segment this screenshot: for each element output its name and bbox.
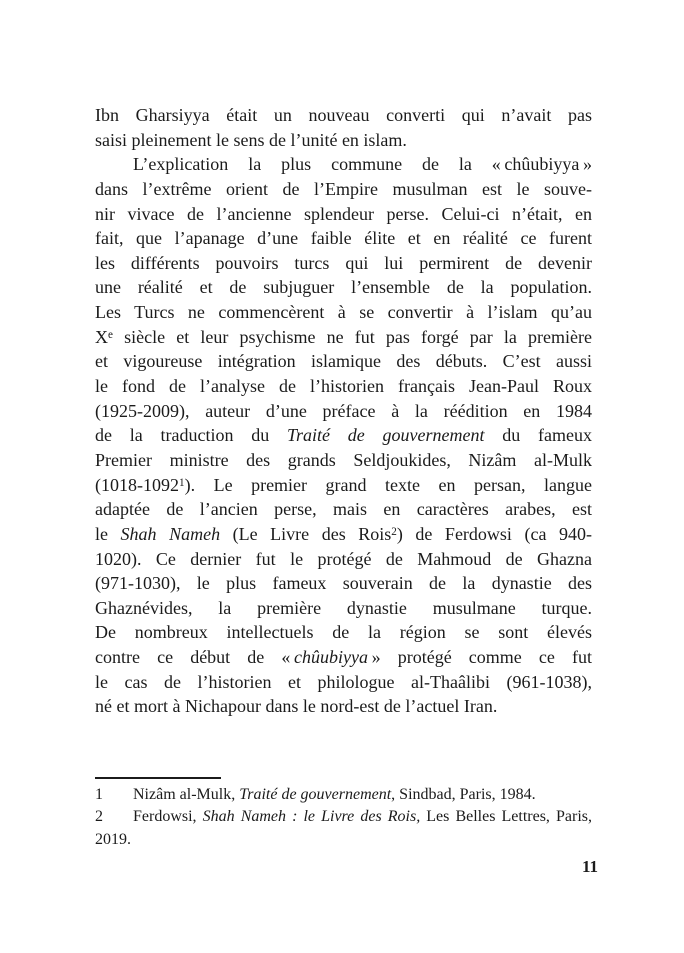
- text-segment: les différents pouvoirs turcs qui lui permirent de devenir: [95, 252, 592, 273]
- text-segment: X: [95, 326, 108, 347]
- text-segment: (971-1030), le plus fameux souverain de la dynastie des: [95, 573, 592, 594]
- text-segment: et vigoureuse intégration islamique des débuts. C’est aussi: [95, 351, 592, 372]
- text-segment: 2019.: [95, 830, 131, 848]
- text-line: [95, 473, 592, 498]
- text-line: [95, 103, 592, 128]
- text-segment: né et mort à Nichapour dans le nord-est de l’actuel Iran.: [95, 696, 498, 717]
- text-line: [95, 571, 592, 596]
- text-segment: (1018-1092: [95, 474, 179, 495]
- text-segment: le fond de l’analyse de l’historien français Jean-Paul Roux: [95, 376, 592, 397]
- text-segment: L’explication la plus commune de la « chûubiyya »: [133, 154, 592, 175]
- text-segment: adaptée de l’ancien perse, mais en caractères arabes, est: [95, 499, 592, 520]
- text-line: [95, 349, 592, 374]
- text-line: [95, 596, 592, 621]
- text-line: [95, 784, 592, 806]
- text-segment: Shah Nameh: [120, 523, 221, 544]
- footnotes: [95, 784, 592, 851]
- text-line: [95, 128, 592, 153]
- text-line: [95, 325, 592, 350]
- text-line: [95, 202, 592, 227]
- body-text: [95, 103, 592, 719]
- text-line: [95, 522, 592, 547]
- text-segment: ) de Ferdowsi (ca 940-: [396, 523, 592, 544]
- text-line: [95, 300, 592, 325]
- text-segment: une réalité et de subjuguer l’ensemble de la population.: [95, 277, 592, 298]
- text-segment: fait, que l’apanage d’une faible élite et en réalité ce furent: [95, 228, 592, 249]
- text-segment: 1: [179, 476, 185, 489]
- text-line: [95, 423, 592, 448]
- text-line: [95, 670, 592, 695]
- text-segment: nir vivace de l’ancienne splendeur perse. Celui-ci n’était, en: [95, 203, 592, 224]
- text-segment: 1020). Ce dernier fut le protégé de Mahmoud de Ghazna: [95, 548, 592, 569]
- text-segment: 2: [95, 808, 103, 826]
- text-segment: Ferdowsi,: [133, 808, 203, 826]
- text-segment: Les Belles Lettres, Paris,: [420, 808, 592, 826]
- text-segment: Ghaznévides, la première dynastie musulmane turque.: [95, 597, 592, 618]
- text-line: [95, 177, 592, 202]
- text-segment: saisi pleinement le sens de l’unité en islam.: [95, 129, 407, 150]
- text-segment: le: [95, 523, 121, 544]
- text-segment: » protégé comme ce fut: [367, 647, 592, 668]
- text-line: [95, 497, 592, 522]
- text-segment: 2: [391, 525, 397, 538]
- text-segment: Ibn Gharsiyya était un nouveau converti qui n’avait pas: [95, 105, 592, 125]
- text-segment: le cas de l’historien et philologue al-Thaâlibi (961-1038),: [95, 671, 592, 692]
- text-segment: Premier ministre des grands Seldjoukides, Nizâm al-Mulk: [95, 449, 592, 470]
- text-segment: (1925-2009), auteur d’une préface à la réédition en 1984: [95, 400, 592, 421]
- text-line: [95, 152, 592, 177]
- text-segment: chûubiyya: [294, 647, 368, 668]
- text-segment: Nizâm al-Mulk,: [133, 786, 240, 803]
- text-line: [95, 448, 592, 473]
- text-segment: ). Le premier grand texte en persan, langue: [184, 474, 592, 495]
- text-segment: Shah Nameh : le Livre des Rois,: [202, 808, 421, 826]
- text-line: [95, 829, 592, 851]
- text-line: [95, 374, 592, 399]
- text-line: [95, 547, 592, 572]
- text-segment: de la traduction du: [95, 425, 287, 446]
- text-line: [95, 251, 592, 276]
- page-number: 11: [581, 857, 598, 876]
- footnote-separator: [95, 777, 221, 779]
- text-segment: , Sindbad, Paris, 1984.: [391, 786, 536, 803]
- text-line: [95, 226, 592, 251]
- text-line: [95, 806, 592, 828]
- text-segment: Les Turcs ne commencèrent à se convertir à l’islam qu’au: [95, 302, 592, 323]
- text-segment: Traité de gouvernement: [287, 425, 485, 446]
- text-segment: (Le Livre des Rois: [220, 523, 392, 544]
- text-line: [95, 694, 592, 719]
- text-segment: siècle et leur psychisme ne fut pas forgé par la première: [112, 326, 592, 347]
- text-segment: contre ce début de «: [95, 647, 295, 668]
- text-segment: De nombreux intellectuels de la région se sont élevés: [95, 622, 592, 643]
- text-segment: 1: [95, 786, 103, 803]
- text-line: [95, 399, 592, 424]
- text-line: [95, 275, 592, 300]
- text-line: [95, 645, 592, 670]
- text-segment: Traité de gouvernement: [239, 786, 392, 803]
- text-segment: dans l’extrême orient de l’Empire musulman est le souve-: [95, 178, 592, 199]
- text-segment: du fameux: [484, 425, 592, 446]
- text-line: [95, 620, 592, 645]
- text-segment: e: [108, 328, 113, 341]
